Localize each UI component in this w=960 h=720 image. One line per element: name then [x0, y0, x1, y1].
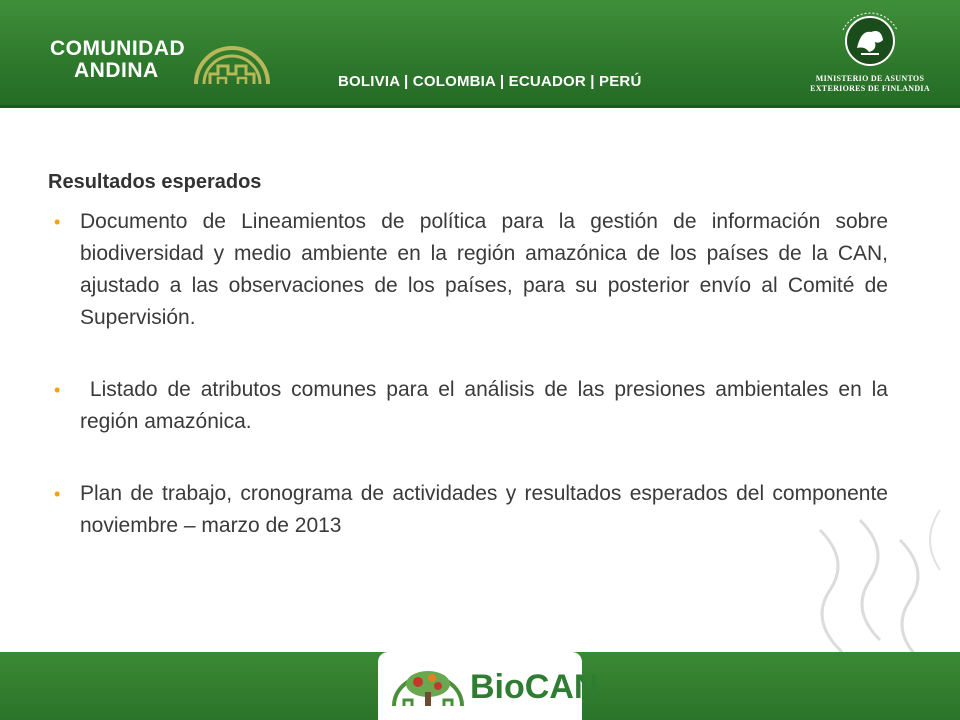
bullet-item	[48, 374, 894, 438]
stepped-arch-icon	[192, 40, 272, 86]
comunidad-andina-logo	[50, 38, 280, 92]
org-name-line2: ANDINA	[74, 59, 159, 82]
comunidad-andina-wordmark	[50, 38, 185, 82]
header-divider	[0, 105, 960, 108]
slide-header	[0, 0, 960, 108]
bullet-text: Listado de atributos comunes para el análisis de las presiones ambientales en la región amazónica.	[80, 378, 894, 433]
bullet-item	[48, 206, 888, 334]
bullet-text: Plan de trabajo, cronograma de actividades y resultados esperados del componente noviembre – marzo de 2013	[80, 482, 888, 537]
section-title: Resultados esperados	[48, 171, 262, 193]
tree-icon	[390, 662, 466, 710]
ministry-line1: MINISTERIO DE ASUNTOS	[815, 74, 925, 83]
biocan-wordmark: BioCAN	[470, 668, 599, 706]
bullet-text: Documento de Lineamientos de política para la gestión de información sobre biodiversidad y medio ambiente en la región amazónica de los países de la CAN, ajustado a las observaciones de los países, para su posterior envío al Comité de Supervisión.	[80, 210, 888, 329]
member-countries: BOLIVIA | COLOMBIA | ECUADOR | PERÚ	[338, 73, 642, 90]
bullet-icon: •	[54, 484, 61, 504]
finland-lion-emblem-icon	[823, 10, 917, 76]
ministry-name	[795, 74, 945, 94]
biocan-logo	[378, 652, 599, 720]
finland-ministry-logo	[795, 10, 945, 100]
ministry-line2: EXTERIORES DE FINLANDIA	[810, 84, 930, 93]
org-name-line1: COMUNIDAD	[50, 37, 186, 60]
bullet-icon: •	[54, 380, 61, 400]
bullet-icon: •	[54, 212, 61, 232]
bullet-list	[48, 206, 894, 542]
slide-content	[48, 171, 894, 582]
bullet-item	[48, 478, 888, 542]
